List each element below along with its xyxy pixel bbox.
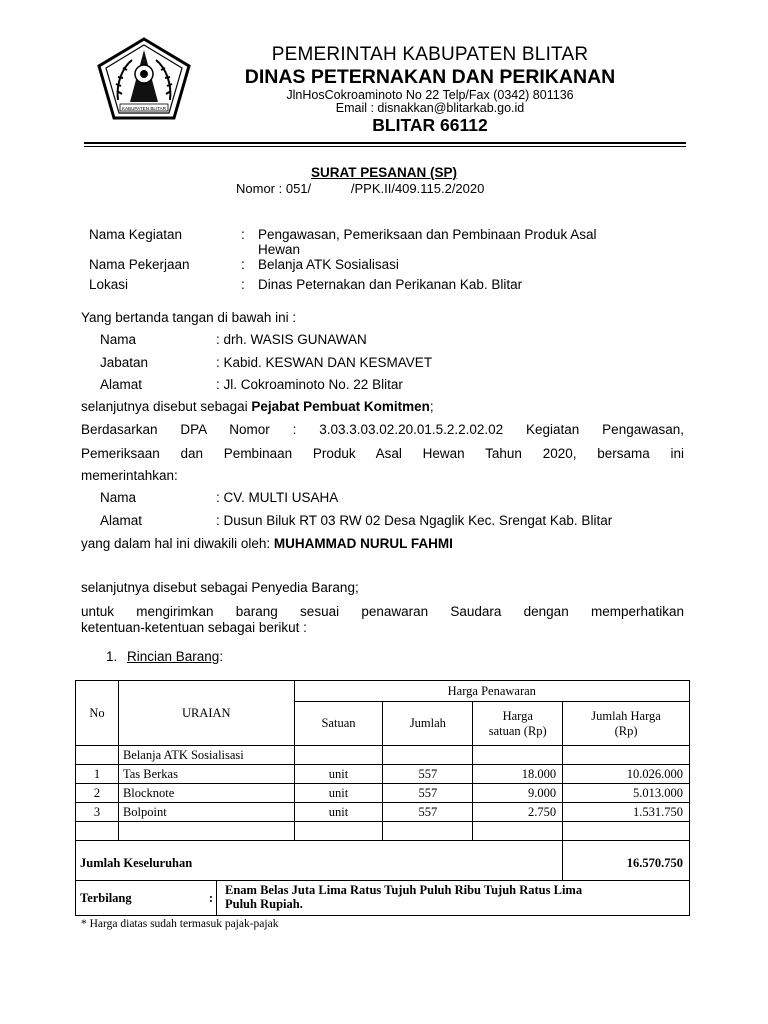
agency-city: BLITAR 66112: [372, 115, 488, 135]
agency-name: DINAS PETERNAKAN DAN PERIKANAN: [244, 66, 616, 88]
rincian-number: 1.: [106, 649, 118, 664]
info-label-kegiatan: Nama Kegiatan: [89, 227, 183, 242]
letterhead-divider: [84, 142, 686, 144]
pejabat-label-jabatan: Jabatan: [100, 355, 149, 370]
rincian-heading: Rincian Barang:: [127, 649, 224, 664]
row-harga: 2.750: [473, 803, 563, 822]
dpa-line-2: Pemeriksaan dan Pembinaan Produk Asal Hewan Tahun 2020, bersama ini: [81, 446, 684, 461]
info-label-lokasi: Lokasi: [89, 277, 129, 292]
header-no: No: [76, 681, 119, 746]
row-total: 10.026.000: [563, 765, 690, 784]
gov-name: PEMERINTAH KABUPATEN BLITAR: [271, 44, 589, 65]
letterhead-divider-thin: [84, 146, 686, 147]
penyedia-role-line: selanjutnya disebut sebagai Penyedia Barang;: [81, 580, 359, 595]
terbilang-sep: :: [208, 890, 214, 905]
pejabat-role-line: selanjutnya disebut sebagai Pejabat Pembuat Komitmen;: [81, 399, 434, 414]
table-header-row: [76, 681, 690, 702]
header-satuan: Satuan: [294, 702, 383, 746]
document-title: SURAT PESANAN (SP): [310, 165, 457, 180]
penyedia-label-alamat: Alamat: [100, 513, 143, 528]
price-note: * Harga diatas sudah termasuk pajak-pajak: [81, 918, 279, 930]
penyedia-value-alamat: : Dusun Biluk RT 03 RW 02 Desa Ngaglik Kec. Srengat Kab. Blitar: [216, 513, 613, 528]
pejabat-label-alamat: Alamat: [100, 377, 143, 392]
row-no: 3: [76, 803, 119, 822]
row-total: 5.013.000: [563, 784, 690, 803]
intro-text: Yang bertanda tangan di bawah ini :: [81, 310, 297, 325]
penyedia-label-nama: Nama: [100, 490, 137, 505]
info-value-pekerjaan: Belanja ATK Sosialisasi: [258, 257, 399, 272]
dpa-line-3: memerintahkan:: [81, 468, 178, 483]
table-terbilang-row: [76, 881, 690, 916]
info-sep: :: [241, 277, 245, 292]
row-no: 1: [76, 765, 119, 784]
info-sep: :: [241, 227, 245, 242]
document-number: Nomor : 051/ /PPK.II/409.115.2/2020: [236, 181, 485, 196]
info-label-pekerjaan: Nama Pekerjaan: [89, 257, 190, 272]
terbilang-text: Enam Belas Juta Lima Ratus Tujuh Puluh Ribu Tujuh Ratus Lima Puluh Rupiah.: [216, 881, 689, 915]
row-satuan: unit: [294, 784, 383, 803]
row-uraian: Blocknote: [118, 784, 294, 803]
kirim-line-2: ketentuan-ketentuan sebagai berikut :: [81, 620, 307, 635]
wakil-line: yang dalam hal ini diwakili oleh: MUHAMMAD NURUL FAHMI: [81, 536, 453, 551]
table-row: [76, 803, 690, 822]
info-value-kegiatan: Pengawasan, Pemeriksaan dan Pembinaan Produk Asal: [258, 227, 597, 242]
agency-email: Email : disnakkan@blitarkab.go.id: [335, 101, 525, 115]
row-satuan: unit: [294, 803, 383, 822]
row-uraian: Tas Berkas: [118, 765, 294, 784]
logo-caption: KABUPATEN BLITAR: [121, 106, 167, 111]
pejabat-value-alamat: : Jl. Cokroaminoto No. 22 Blitar: [216, 377, 403, 392]
row-jumlah: 557: [383, 803, 473, 822]
group-label: Belanja ATK Sosialisasi: [118, 746, 294, 765]
header-harga-penawaran: Harga Penawaran: [294, 681, 689, 702]
pejabat-value-jabatan: : Kabid. KESWAN DAN KESMAVET: [216, 355, 433, 370]
regency-coat-of-arms-icon: [96, 36, 192, 122]
table-total-row: [76, 841, 690, 881]
rincian-barang-table: [75, 680, 690, 916]
total-label: Jumlah Keseluruhan: [76, 841, 563, 881]
kirim-line-1: untuk mengirimkan barang sesuai penawaran Saudara dengan memperhatikan: [81, 604, 684, 619]
pejabat-value-nama: : drh. WASIS GUNAWAN: [216, 332, 367, 347]
pejabat-label-nama: Nama: [100, 332, 137, 347]
row-no: 2: [76, 784, 119, 803]
info-sep: :: [241, 257, 245, 272]
total-value: 16.570.750: [563, 841, 690, 881]
row-harga: 9.000: [473, 784, 563, 803]
penyedia-value-nama: : CV. MULTI USAHA: [216, 490, 339, 505]
header-jumlah: Jumlah: [383, 702, 473, 746]
table-group-row: [76, 746, 690, 765]
pejabat-role: Pejabat Pembuat Komitmen: [251, 399, 430, 414]
row-uraian: Bolpoint: [118, 803, 294, 822]
dpa-line-1: Berdasarkan DPA Nomor : 3.03.3.03.02.20.01.5.2.2.02.02 Kegiatan Pengawasan,: [81, 422, 684, 437]
wakil-name: MUHAMMAD NURUL FAHMI: [273, 536, 453, 551]
table-empty-row: [76, 822, 690, 841]
info-value-kegiatan-cont: Hewan: [258, 242, 301, 257]
table-row: [76, 765, 690, 784]
table-row: [76, 784, 690, 803]
row-harga: 18.000: [473, 765, 563, 784]
terbilang-label: Terbilang: [80, 890, 132, 905]
header-harga-satuan: Harga satuan (Rp): [473, 702, 563, 746]
info-value-lokasi: Dinas Peternakan dan Perikanan Kab. Blitar: [258, 277, 523, 292]
row-jumlah: 557: [383, 784, 473, 803]
header-jumlah-harga: Jumlah Harga (Rp): [563, 702, 690, 746]
row-total: 1.531.750: [563, 803, 690, 822]
row-satuan: unit: [294, 765, 383, 784]
row-jumlah: 557: [383, 765, 473, 784]
header-uraian: URAIAN: [118, 681, 294, 746]
agency-address: JlnHosCokroaminoto No 22 Telp/Fax (0342) 801136: [286, 88, 574, 102]
